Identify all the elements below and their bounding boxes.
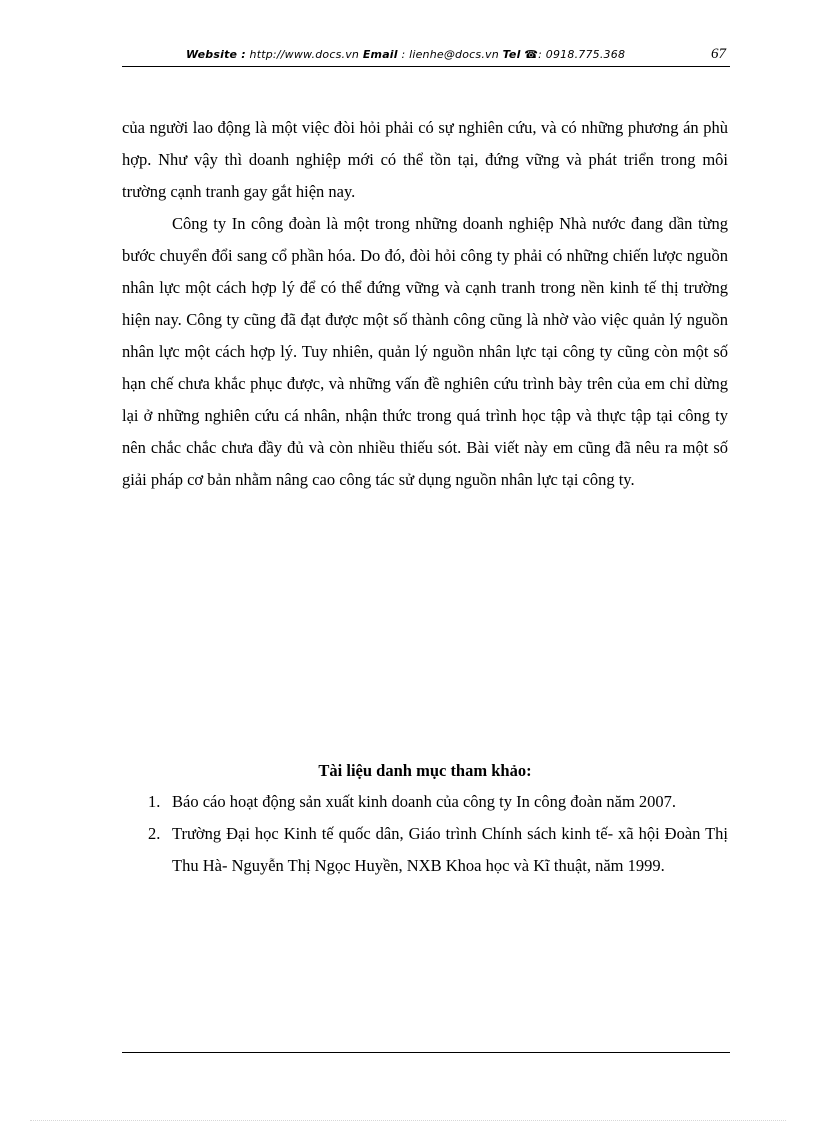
website-url[interactable]: http://www.docs.vn [249, 48, 360, 61]
body-text [122, 112, 728, 496]
reference-text: Trường Đại học Kinh tế quốc dân, Giáo trình Chính sách kinh tế- xã hội Đoàn Thị Thu Hà- Nguyễn Thị Ngọc Huyền, NXB Khoa học và Kĩ thuật, năm 1999. [172, 824, 728, 875]
references-list [122, 786, 728, 882]
reference-item [122, 786, 728, 818]
reference-number: 1. [148, 792, 161, 811]
footer-rule [122, 1052, 730, 1053]
phone-value: : 0918.775.368 [538, 48, 626, 61]
reference-item [122, 818, 728, 882]
phone-icon: ☎ [524, 48, 539, 61]
email-label: Email [362, 48, 398, 61]
paragraph: Công ty In công đoàn là một trong những doanh nghiệp Nhà nước đang dần từng bước chuyển đổi sang cổ phần hóa. Do đó, đòi hỏi công ty phải có những chiến lược nguồn nhân lực một cách hợp lý để có thể đứng vững và cạnh tranh trong nền kinh tế thị trường hiện nay. Công ty cũng đã đạt được một số thành công cũng là nhờ vào việc quản lý nguồn nhân lực một cách hợp lý. Tuy nhiên, quản lý nguồn nhân lực tại công ty cũng còn một số hạn chế chưa khắc phục được, và những vấn đề nghiên cứu trình bày trên của em chỉ dừng lại ở những nghiên cứu cá nhân, nhận thức trong quá trình học tập và thực tập tại công ty nên chắc chắc chưa đầy đủ và còn nhiều thiếu sót. Bài viết này em cũng đã nêu ra một số giải pháp cơ bản nhằm nâng cao công tác sử dụng nguồn nhân lực tại công ty. [122, 214, 728, 489]
website-label: Website : [186, 48, 246, 61]
reference-text: Báo cáo hoạt động sản xuất kinh doanh của công ty In công đoàn năm 2007. [172, 792, 677, 811]
reference-number: 2. [148, 824, 161, 843]
email-value[interactable]: : lienhe@docs.vn [401, 48, 499, 61]
page-bottom-border [30, 1120, 786, 1121]
page-header [122, 46, 730, 67]
references-title: Tài liệu danh mục tham khảo: [318, 761, 532, 780]
header-contact-line [186, 48, 625, 61]
tel-label: Tel [502, 48, 521, 61]
paragraph: của người lao động là một việc đòi hỏi phải có sự nghiên cứu, và có những phương án phù hợp. Như vậy thì doanh nghiệp mới có thể tồn tại, đứng vững và phát triển trong môi trường cạnh tranh gay gắt hiện nay. [122, 118, 728, 201]
page-number: 67 [711, 46, 726, 62]
